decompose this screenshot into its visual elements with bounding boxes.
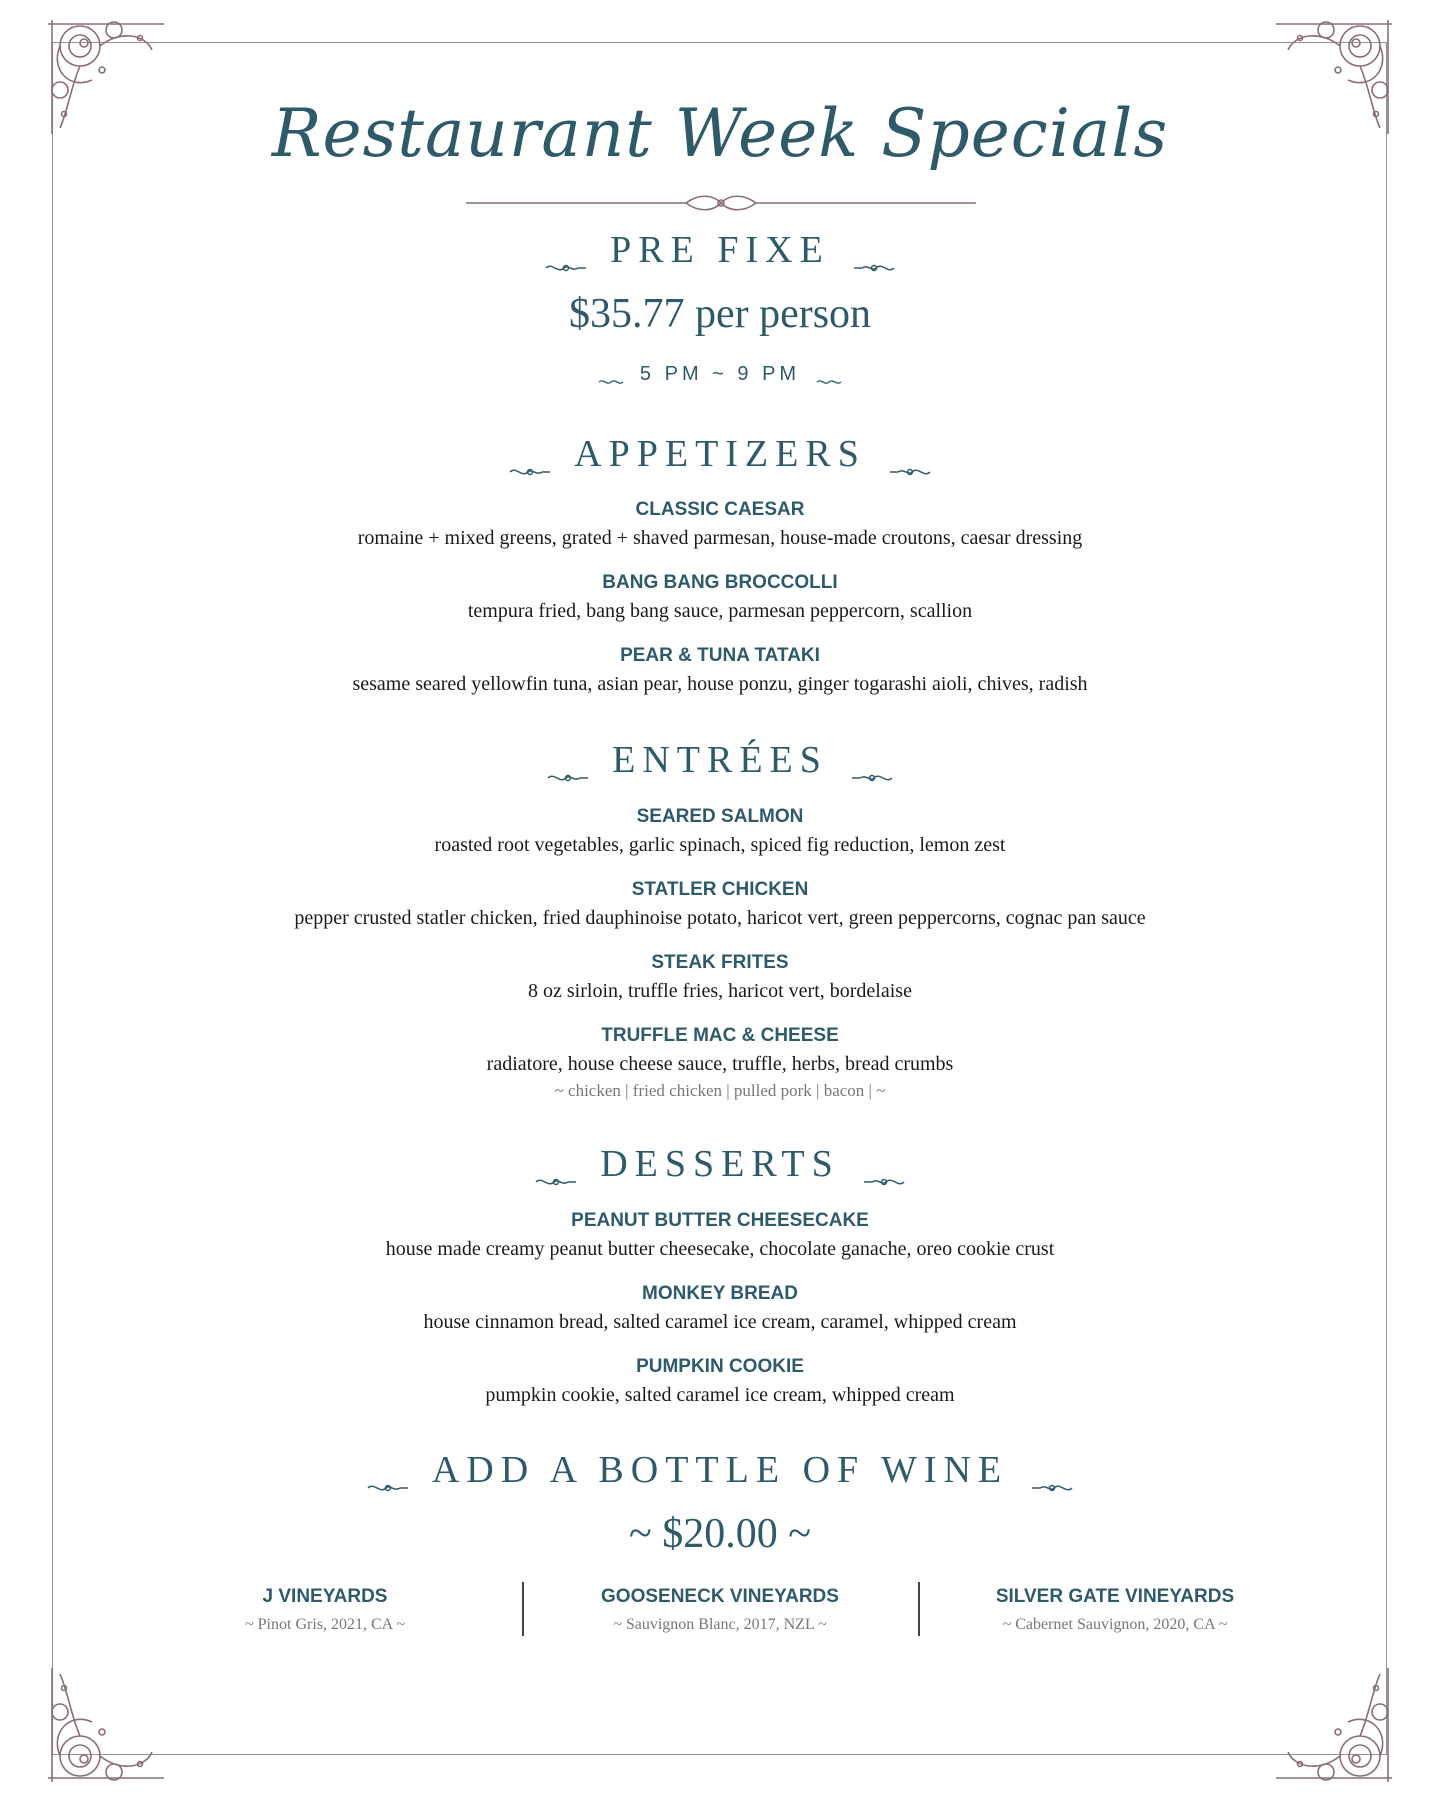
flourish-icon [508,446,552,462]
dish-description: tempura fried, bang bang sauce, parmesan peppercorn, scallion [467,600,973,622]
flourish-icon [888,446,932,462]
flourish-icon [534,1156,578,1172]
service-hours-label: 5 PM ~ 9 PM [639,363,801,385]
service-hours [0,363,1440,386]
flourish-icon [862,1156,906,1172]
wine-divider [918,1582,920,1636]
flourish-icon [598,370,624,380]
entrees-heading-label: ENTRÉES [612,739,828,781]
dish-name: PEAR & TUNA TATAKI [620,645,820,666]
dish-name: TRUFFLE MAC & CHEESE [601,1025,839,1046]
flourish-icon [850,752,894,768]
flourish-icon [546,752,590,768]
entrees-heading [0,738,1440,782]
prefix-heading [0,228,1440,272]
prefix-price: $35.77 per person [568,291,872,337]
dish-name: SEARED SALMON [636,806,804,827]
appetizers-heading [0,432,1440,476]
flourish-icon [366,1462,410,1478]
wine-name: SILVER GATE VINEYARDS [995,1586,1235,1607]
wine-detail: ~ Cabernet Sauvignon, 2020, CA ~ [1002,1616,1228,1633]
dish-name: BANG BANG BROCCOLLI [602,572,838,593]
dish-name: STATLER CHICKEN [631,879,809,900]
wine-heading [0,1448,1440,1492]
dish-name: STEAK FRITES [651,952,789,973]
dish-description: pepper crusted statler chicken, fried dauphinoise potato, haricot vert, green peppercorns, cognac pan sauce [294,907,1146,929]
dish-addons: ~ chicken | fried chicken | pulled pork | bacon | ~ [554,1081,886,1100]
wine-name: GOOSENECK VINEYARDS [601,1586,839,1607]
dish-description: pumpkin cookie, salted caramel ice cream, whipped cream [485,1384,955,1406]
appetizers-heading-label: APPETIZERS [574,433,866,475]
flourish-icon [1030,1462,1074,1478]
wine-heading-label: ADD A BOTTLE OF WINE [431,1449,1009,1491]
dish-description: roasted root vegetables, garlic spinach, spiced fig reduction, lemon zest [434,834,1006,856]
dish-name: CLASSIC CAESAR [635,499,805,520]
title-divider-ornament [466,192,976,214]
prefix-heading-label: PRE FIXE [610,229,830,271]
dish-name: PUMPKIN COOKIE [636,1356,804,1377]
wine-bottle [135,1586,515,1634]
dish-description: house made creamy peanut butter cheesecake, chocolate ganache, oreo cookie crust [385,1238,1055,1260]
dish-description: radiatore, house cheese sauce, truffle, herbs, bread crumbs [486,1053,954,1075]
wine-bottle [530,1586,910,1634]
desserts-heading-label: DESSERTS [600,1143,840,1185]
wine-detail: ~ Pinot Gris, 2021, CA ~ [245,1616,405,1633]
dish-name: MONKEY BREAD [642,1283,798,1304]
wine-name: J VINEYARDS [262,1586,388,1607]
wine-price: ~ $20.00 ~ [629,1511,811,1557]
flourish-icon [852,242,896,258]
corner-ornament-bottom-left [40,1664,168,1792]
desserts-heading [0,1142,1440,1186]
dish-name: PEANUT BUTTER CHEESECAKE [571,1210,869,1231]
wine-detail: ~ Sauvignon Blanc, 2017, NZL ~ [613,1616,827,1633]
dish-description: 8 oz sirloin, truffle fries, haricot vert, bordelaise [528,980,912,1002]
flourish-icon [544,242,588,258]
dish-description: romaine + mixed greens, grated + shaved parmesan, house-made croutons, caesar dressing [357,527,1083,549]
corner-ornament-bottom-right [1272,1664,1400,1792]
dish-description: sesame seared yellowfin tuna, asian pear, house ponzu, ginger togarashi aioli, chives, radish [352,673,1088,695]
wine-bottle [925,1586,1305,1634]
wine-divider [522,1582,524,1636]
dish-description: house cinnamon bread, salted caramel ice cream, caramel, whipped cream [423,1311,1017,1333]
page-title: Restaurant Week Specials [271,95,1169,172]
flourish-icon [816,370,842,380]
